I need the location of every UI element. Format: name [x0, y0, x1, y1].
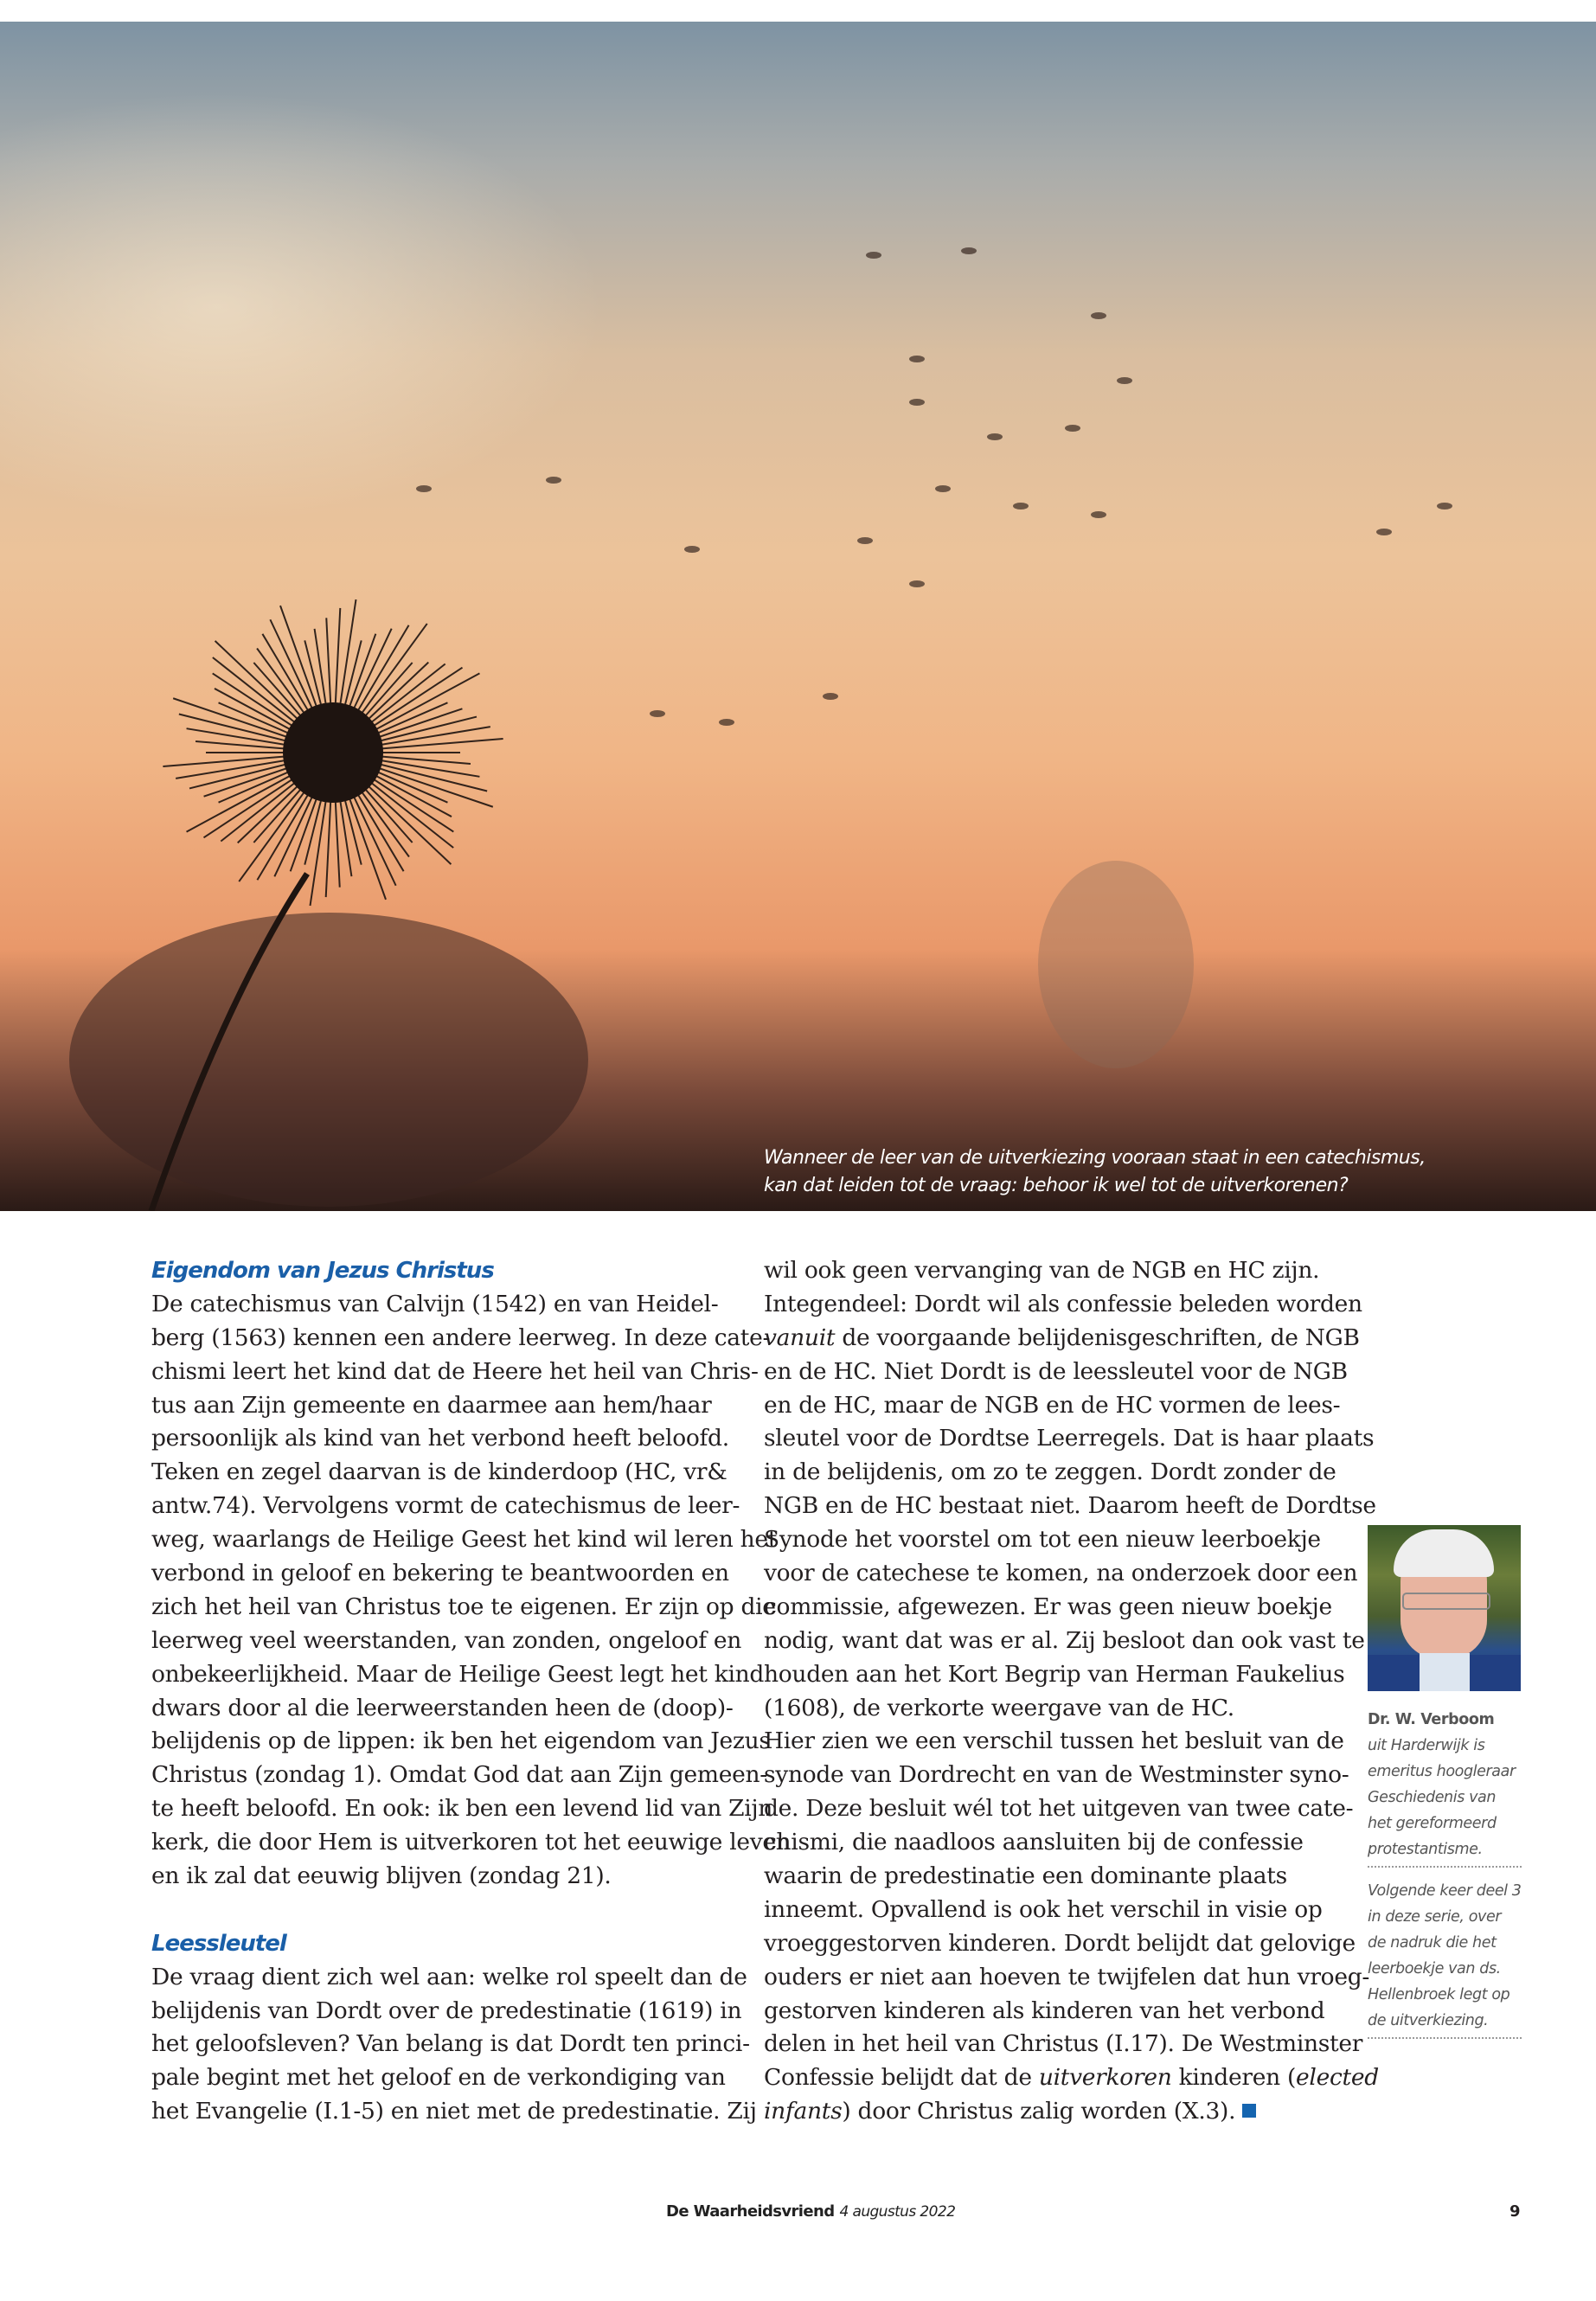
body-line: voor de catechese te komen, na onderzoek door een: [764, 1560, 1358, 1587]
next-episode-note: [1368, 1878, 1522, 2034]
emphasis-text: infants: [764, 2098, 843, 2125]
body-line: onbekeerlijkheid. Maar de Heilige Geest legt het kind: [151, 1660, 765, 1688]
body-text: kinderen (: [1171, 2064, 1297, 2092]
body-line: en de HC, maar de NGB en de HC vormen de lees-: [764, 1391, 1341, 1419]
body-line: Integendeel: Dordt wil als confessie beleden worden: [764, 1290, 1362, 1317]
body-line: synode van Dordrecht en van de Westminster syno-: [764, 1761, 1349, 1789]
caption-line: Wanneer de leer van de uitverkiezing vooraan staat in een catechismus,: [764, 1147, 1426, 1169]
dandelion-silhouette: [0, 22, 1596, 1211]
section-heading: Leessleutel: [151, 1930, 286, 1957]
sidebar-line: Hellenbroek legt op: [1368, 1986, 1510, 2003]
body-line: [764, 2095, 1343, 2129]
footer: [666, 2202, 955, 2221]
sidebar-line: de nadruk die het: [1368, 1934, 1497, 1952]
body-line: verbond in geloof en bekering te beantwoorden en: [151, 1560, 729, 1587]
body-line: pale begint met het geloof en de verkondiging van: [151, 2064, 726, 2092]
body-line: NGB en de HC bestaat niet. Daarom heeft de Dordtse: [764, 1492, 1376, 1520]
article-column-right: [764, 1254, 1379, 2129]
body-line: berg (1563) kennen een andere leerweg. In deze cate-: [151, 1324, 771, 1351]
body-text: de voorgaande belijdenisgeschriften, de NGB: [835, 1324, 1360, 1351]
emphasis-text: elected: [1296, 2064, 1379, 2092]
body-line: weg, waarlangs de Heilige Geest het kind wil leren het: [151, 1526, 778, 1554]
body-line: waarin de predestinatie een dominante plaats: [764, 1862, 1287, 1890]
sidebar-line: in deze serie, over: [1368, 1908, 1502, 1926]
author-sidebar: [1368, 1525, 1522, 2049]
divider: [1368, 2037, 1522, 2039]
body-line: zich het heil van Christus toe te eigenen. Er zijn op die: [151, 1593, 776, 1620]
body-line: [764, 1322, 1360, 1356]
body-line: belijdenis van Dordt over de predestinatie (1619) in: [151, 1997, 742, 2024]
sidebar-line: uit Harderwijk is: [1368, 1737, 1485, 1754]
end-of-article-mark-icon: [1242, 2104, 1256, 2118]
body-line: en de HC. Niet Dordt is de leessleutel voor de NGB: [764, 1357, 1348, 1385]
body-line: en ik zal dat eeuwig blijven (zondag 21).: [151, 1862, 612, 1890]
paragraph-gap: [151, 1894, 731, 1927]
body-line: nodig, want dat was er al. Zij besloot dan ook vast te: [764, 1626, 1365, 1654]
body-line: te heeft beloofd. En ook: ik ben een levend lid van Zijn: [151, 1795, 773, 1823]
sidebar-line: Geschiedenis van: [1368, 1789, 1497, 1806]
author-portrait: [1368, 1525, 1521, 1691]
body-line: Hier zien we een verschil tussen het besluit van de: [764, 1727, 1344, 1755]
body-line: sleutel voor de Dordtse Leerregels. Dat is haar plaats: [764, 1425, 1375, 1452]
body-line: ouders er niet aan hoeven te twijfelen dat hun vroeg-: [764, 1963, 1370, 1990]
emphasis-text: vanuit: [764, 1324, 836, 1351]
body-line: het Evangelie (I.1-5) en niet met de predestinatie. Zij: [151, 2098, 757, 2125]
body-text: Confessie belijdt dat de: [764, 2064, 1039, 2092]
photo-caption: [764, 1144, 1426, 1200]
body-line: [764, 2061, 1379, 2095]
divider: [1368, 1866, 1522, 1868]
page-number: 9: [1509, 2202, 1521, 2221]
body-line: chismi, die naadloos aansluiten bij de confessie: [764, 1829, 1304, 1856]
body-line: Christus (zondag 1). Omdat God dat aan Zijn gemeen-: [151, 1761, 767, 1789]
body-line: gestorven kinderen als kinderen van het verbond: [764, 1997, 1325, 2024]
body-line: het geloofsleven? Van belang is dat Dordt ten princi-: [151, 2030, 750, 2058]
issue-date: 4 augustus 2022: [839, 2203, 956, 2221]
body-line: tus aan Zijn gemeente en daarmee aan hem/haar: [151, 1391, 712, 1419]
body-line: houden aan het Kort Begrip van Herman Faukelius: [764, 1660, 1345, 1688]
body-line: de. Deze besluit wél tot het uitgeven van twee cate-: [764, 1795, 1354, 1823]
emphasis-text: uitverkoren: [1038, 2064, 1172, 2092]
header-photo-dandelion: [0, 22, 1596, 1211]
body-line: belijdenis op de lippen: ik ben het eigendom van Jezus: [151, 1727, 771, 1755]
sidebar-line: leerboekje van ds.: [1368, 1960, 1501, 1977]
section-heading: Eigendom van Jezus Christus: [151, 1258, 494, 1284]
body-line: Teken en zegel daarvan is de kinderdoop (HC, vr&: [151, 1458, 727, 1486]
publication-name: De Waarheidsvriend: [666, 2202, 835, 2221]
sidebar-line: de uitverkiezing.: [1368, 2012, 1489, 2029]
body-line: (1608), de verkorte weergave van de HC.: [764, 1694, 1234, 1721]
body-line: kerk, die door Hem is uitverkoren tot het eeuwige leven: [151, 1829, 791, 1856]
author-bio: [1368, 1733, 1522, 1862]
body-line: Synode het voorstel om tot een nieuw leerboekje: [764, 1526, 1321, 1554]
sidebar-line: protestantisme.: [1368, 1841, 1483, 1858]
sidebar-line: Volgende keer deel 3: [1368, 1882, 1522, 1900]
body-line: De catechismus van Calvijn (1542) en van Heidel-: [151, 1290, 719, 1317]
sidebar-line: emeritus hoogleraar: [1368, 1763, 1516, 1780]
caption-line: kan dat leiden tot de vraag: behoor ik wel tot de uitverkorenen?: [764, 1175, 1349, 1196]
body-line: inneemt. Opvallend is ook het verschil in visie op: [764, 1895, 1323, 1923]
sidebar-line: het gereformeerd: [1368, 1815, 1497, 1832]
author-name: Dr. W. Verboom: [1368, 1711, 1495, 1728]
body-line: in de belijdenis, om zo te zeggen. Dordt zonder de: [764, 1458, 1336, 1486]
body-line: chismi leert het kind dat de Heere het heil van Chris-: [151, 1357, 759, 1385]
body-line: persoonlijk als kind van het verbond heeft beloofd.: [151, 1425, 729, 1452]
body-line: vroeggestorven kinderen. Dordt belijdt dat gelovige: [764, 1929, 1356, 1957]
body-line: antw.74). Vervolgens vormt de catechismus de leer-: [151, 1492, 740, 1520]
article-column-left: [151, 1254, 791, 2129]
body-line: wil ook geen vervanging van de NGB en HC zijn.: [764, 1257, 1320, 1284]
body-line: De vraag dient zich wel aan: welke rol speelt dan de: [151, 1963, 747, 1990]
body-line: dwars door al die leerweerstanden heen de (doop)-: [151, 1694, 734, 1721]
body-text: ) door Christus zalig worden (X.3).: [842, 2098, 1236, 2125]
body-line: commissie, afgewezen. Er was geen nieuw boekje: [764, 1593, 1332, 1620]
body-line: leerweg veel weerstanden, van zonden, ongeloof en: [151, 1626, 742, 1654]
body-line: delen in het heil van Christus (I.17). De Westminster: [764, 2030, 1363, 2058]
